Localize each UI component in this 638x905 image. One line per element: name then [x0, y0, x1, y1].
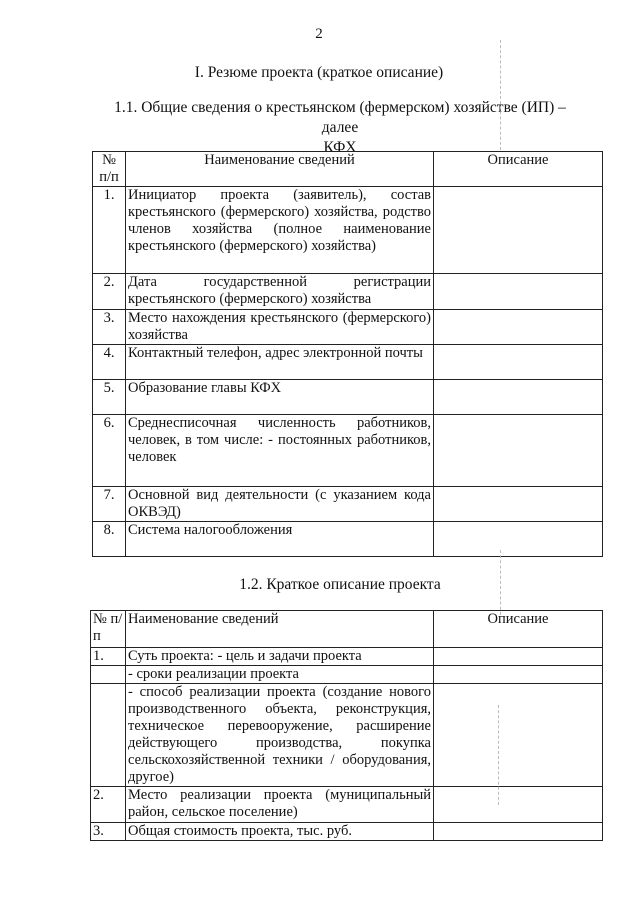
row-name: Среднесписочная численность работников, человек, в том числе: - постоянных работников, человек [126, 415, 434, 487]
row-desc[interactable] [434, 310, 603, 345]
section-title: I. Резюме проекта (краткое описание) [194, 64, 444, 81]
table-row [91, 684, 603, 787]
row-name: - сроки реализации проекта [126, 666, 434, 684]
table-row [93, 274, 603, 310]
row-num: 2. [91, 787, 126, 823]
row-name: Контактный телефон, адрес электронной почты [126, 345, 434, 380]
table-row [93, 487, 603, 522]
subsection1-title-line2: КФХ [323, 139, 357, 156]
row-num: 1. [91, 648, 126, 666]
row-name: Образование главы КФХ [126, 380, 434, 415]
row-num: 6. [93, 415, 126, 487]
row-desc[interactable] [434, 274, 603, 310]
table-header-row [93, 152, 603, 187]
header-name: Наименование сведений [126, 152, 434, 187]
row-name: Инициатор проекта (заявитель), состав крестьянского (фермерского) хозяйства, родство членов хозяйства (полное наименование крестьянского (фермерского) хозяйства) [126, 187, 434, 274]
table-row [91, 666, 603, 684]
general-info-table [92, 151, 603, 557]
header-desc: Описание [434, 152, 603, 187]
row-num: 7. [93, 487, 126, 522]
row-desc[interactable] [434, 187, 603, 274]
table-row [93, 380, 603, 415]
row-desc[interactable] [434, 823, 603, 841]
row-desc[interactable] [434, 787, 603, 823]
header-name: Наименование сведений [126, 611, 434, 648]
row-num: 1. [93, 187, 126, 274]
row-desc[interactable] [434, 648, 603, 666]
row-desc[interactable] [434, 345, 603, 380]
row-desc[interactable] [434, 415, 603, 487]
subsection2-title: 1.2. Краткое описание проекта [239, 576, 441, 593]
subsection1-title-line1: 1.1. Общие сведения о крестьянском (фермерском) хозяйстве (ИП) – далее [114, 99, 566, 136]
row-name: - способ реализации проекта (создание нового производственного объекта, реконструкция, техническое перевооружение, расширение действующего производства, покупка сельскохозяйственной техники / оборудования, другое) [126, 684, 434, 787]
row-num: 8. [93, 522, 126, 557]
table-row [93, 522, 603, 557]
row-desc[interactable] [434, 666, 603, 684]
scan-fold-line [498, 705, 499, 805]
row-name: Система налогообложения [126, 522, 434, 557]
row-name: Общая стоимость проекта, тыс. руб. [126, 823, 434, 841]
row-num: 4. [93, 345, 126, 380]
table-row [93, 415, 603, 487]
table-row [93, 345, 603, 380]
header-desc: Описание [434, 611, 603, 648]
table-row [91, 823, 603, 841]
table-row [93, 187, 603, 274]
scan-fold-line [500, 40, 501, 150]
project-description-table [90, 610, 603, 841]
table-row [91, 787, 603, 823]
row-name: Дата государственной регистрации крестьянского (фермерского) хозяйства [126, 274, 434, 310]
table-row [93, 310, 603, 345]
row-desc[interactable] [434, 380, 603, 415]
row-name: Место нахождения крестьянского (фермерского) хозяйства [126, 310, 434, 345]
row-name: Место реализации проекта (муниципальный район, сельское поселение) [126, 787, 434, 823]
header-num: № п/п [93, 152, 126, 187]
row-num: 3. [91, 823, 126, 841]
row-desc[interactable] [434, 684, 603, 787]
header-num: № п/п [91, 611, 126, 648]
row-name: Основной вид деятельности (с указанием кода ОКВЭД) [126, 487, 434, 522]
page-number: 2 [315, 26, 323, 42]
subsection1-title [95, 98, 585, 158]
row-name: Суть проекта: - цель и задачи проекта [126, 648, 434, 666]
row-desc[interactable] [434, 487, 603, 522]
row-num: 5. [93, 380, 126, 415]
table-header-row [91, 611, 603, 648]
scan-fold-line [500, 550, 501, 620]
row-desc[interactable] [434, 522, 603, 557]
table-row [91, 648, 603, 666]
row-num [91, 684, 126, 787]
row-num: 3. [93, 310, 126, 345]
row-num: 2. [93, 274, 126, 310]
row-num [91, 666, 126, 684]
